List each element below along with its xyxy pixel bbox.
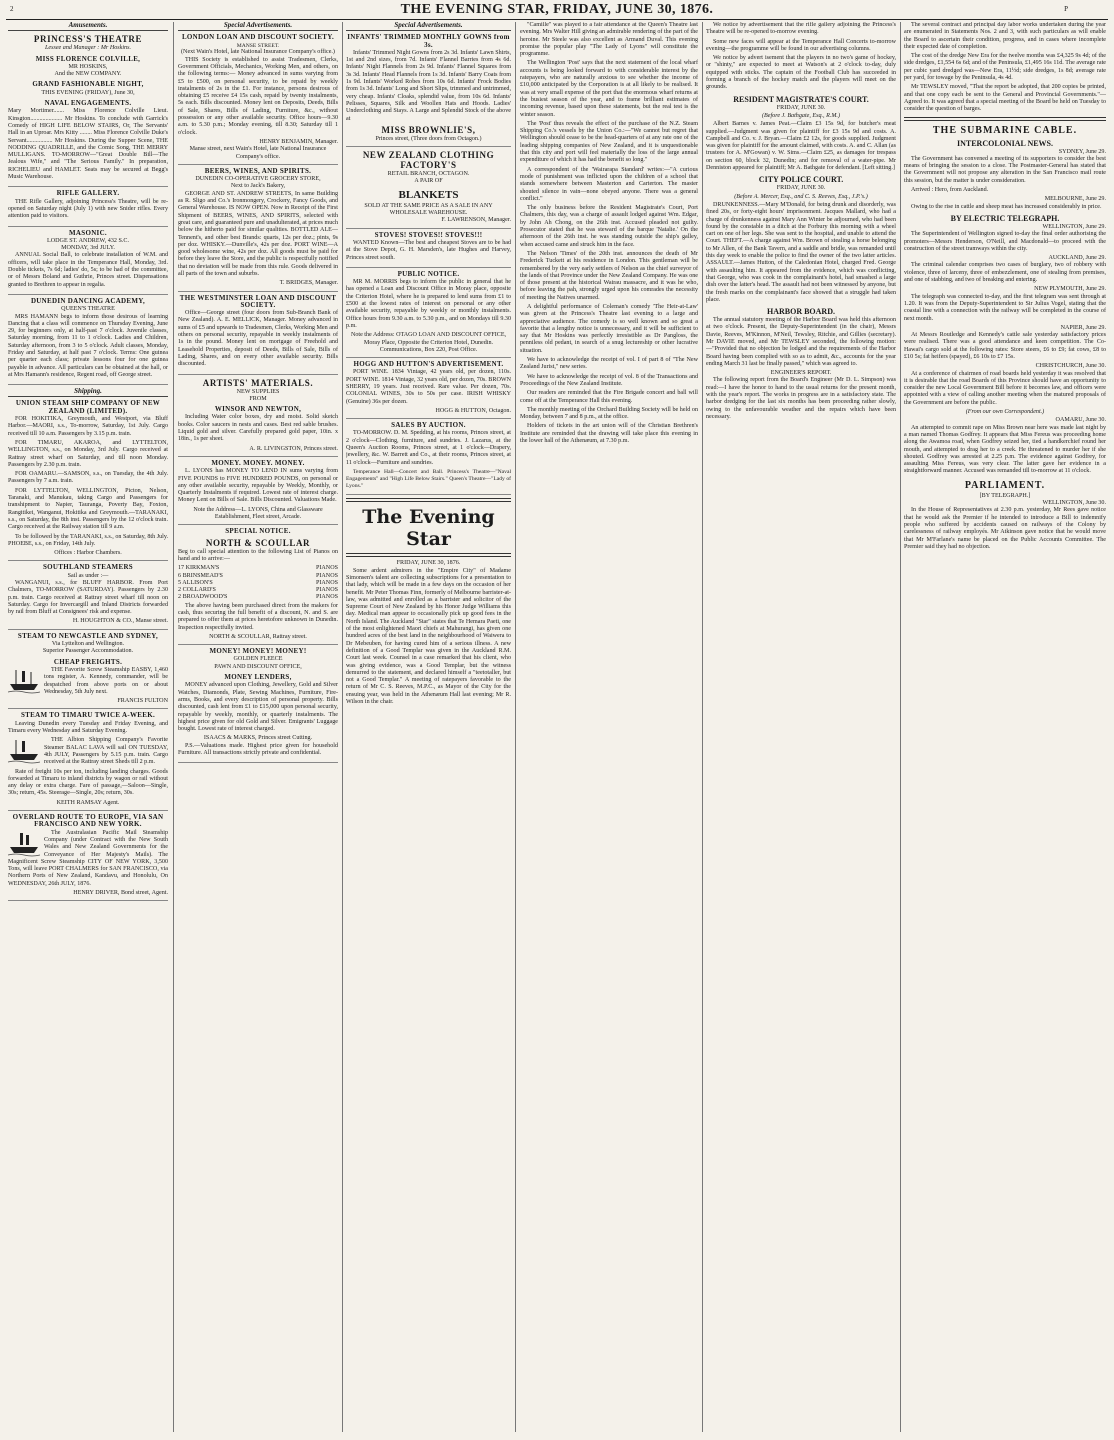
news-paragraph: Our readers are reminded that the Fire Brigade concert and ball will come off at the Temperance Hall this evening. [520, 390, 698, 404]
ad-title: DUNEDIN DANCING ACADEMY, [30, 296, 146, 305]
overland-route-ad [8, 814, 168, 901]
ad-line: PAWN AND DISCOUNT OFFICE, [214, 663, 302, 670]
piano-maker: 17 KIRKMAN'S [178, 565, 220, 572]
court-date: FRIDAY, JUNE 30. [776, 104, 826, 111]
news-paragraph: The 'Post' thus reveals the effect of the purchase of the N.Z. Steam Shipping Co.'s vessels by the Union Co.:—"We cannot but regret that Wellington should cease to be the head-quarters of at any rate one of the leading shipping companies of New Zealand, and it is unquestionable that this city and port will feel materially the loss of the large annual expenditure of which it has had the benefit so long." [520, 120, 698, 164]
westminster-loan-ad [178, 295, 338, 375]
timaru-steam-ad [8, 712, 168, 811]
public-notice-ad [346, 271, 511, 358]
section-header-shipping: Shipping. [8, 388, 168, 397]
ad-line: NORTH & SCOULLAR [205, 537, 311, 548]
ad-line: MONDAY, 3rd JULY. [61, 245, 115, 252]
dateline: NAPIER, June 29. [1060, 324, 1106, 331]
ad-body: THE Albion Shipping Company's Favorite Steamer BALAC LAVA will sail ON TUESDAY, 4th JULY, Passengers by 5.15 p.m. train. Cargo received at the Rattray street Sheds till 2 p.m. [44, 737, 168, 766]
section-header-special-ads: Special Advertisements. [346, 22, 511, 31]
ad-line: Lessee and Manager : Mr Hoskins. [45, 45, 131, 52]
infants-gowns-ad [346, 34, 511, 147]
cable-subheading: INTERCOLONIAL NEWS. [956, 138, 1054, 148]
court-heading: CITY POLICE COURT. [758, 175, 844, 185]
ad-body: Mary Mortimer....... Miss Florence Colville Lieut. Kinsgton..................... Mr Hoskins. To conclude with Garrick's Comedy of HIGH LIFE BELOW STAIRS, Or, The Servants' Hall in an Uproar. Mrs Kitty ........ Miss Florence Colville Duke's Servant................. Mr Hoskins. During the Supper Scene, THE NODDING QUADRILLE, and the Comic Song, THE MERRY MULLIGANS. TO-MORROW—"Great Double Bill—The Jealous Wife," and "The Serious Family." In preparation, RICHELIEU and HAMLET. Seats may be secured at Begg's Music Warehouse. [8, 108, 168, 181]
column-rule [342, 22, 343, 1432]
news-paragraph: Owing to the rise in cattle and sheep meat has increased considerably in price. [911, 203, 1102, 210]
ad-body: Including Water color boxes, dry and moist. Solid sketch books. Color saucers in nests and cases. Best red sable brushes. Liquid gold and silver. Carefully prepared gold paper, 10in. x 18in., 1s per sheet. [178, 414, 338, 443]
ad-line: MISS BROWNLIE'S, [381, 124, 476, 135]
piano-kind: PIANOS [315, 587, 338, 594]
news-paragraph: A delightful performance of Coleman's comedy 'The Heir-at-Law' was given at the Princess's Theatre last evening to a large and appreciative audience. The comedy is so well known and so great a favorite that a lengthy notice is unnecessary, and it will be sufficient to say that Mr Hoskins was perfectly irresistible as Dr Pangloss, the penniless old pedant, in search of a snug lectureship or other lucrative situation. [520, 303, 698, 354]
steamship-icon [8, 831, 40, 857]
news-paragraph: The cost of the dredge New Era for the twelve months was £4,325 9s 4d; of the side dredges, £1,554 6s 6d; and of the Peninsula, £1,495 16s 11d. The average rate per cubic yard dredged was—New Era, 11½d; side dredges, 1s 8d; average rate per yard, for towage by the Peninsula, 4s 4d. [904, 53, 1106, 82]
ad-body: To be followed by the TARANAKI, s.s., on Saturday, 8th July. PHOEBE, s.s., on Friday, 14th July. [8, 533, 168, 547]
ad-body: P.S.—Valuations made. Highest price given for household Furniture. All transactions strictly private and confidential. [178, 742, 338, 757]
piano-maker: 2 BROADWOOD'S [178, 594, 228, 601]
column-rule [515, 22, 516, 1432]
printer-signature: P [1064, 5, 1068, 13]
clothing-factory-ad [346, 150, 511, 228]
ad-line: MANSE STREET. [236, 42, 280, 49]
column-rule [900, 22, 901, 1432]
news-paragraph: Mr TEWSLEY moved, "That the report be adopted, that 200 copies be printed, and that one copy each be sent to the General and Provincial Governments."—Agreed to. It was agreed that a special meeting of the Board be held on Tuesday to consider the question of barges. [904, 84, 1106, 113]
ad-body: TO-MORROW. D. M. Spedding, at his rooms, Princes street, at 2 o'clock—Clothing, furniture, and sundries. J. Lazarus, at the Queen's Auction Rooms, Princes street, at 1 o'clock—Drapery, jewellery, &c. W. Barrett and Co., at their rooms, Princes street, at 11 o'clock—Furniture and sundries. [346, 430, 511, 466]
news-paragraph: At a conference of chairmen of road boards held yesterday it was resolved that it is desirable that the road Boards of this Province should have an opportunity to consider the new Local Government Bill before it becomes law, and officers were appointed with a view of calling another meeting when the matured proposals of the Government are before the public. [904, 370, 1106, 406]
princess-theatre-ad [8, 34, 168, 187]
ad-title: THE WESTMINSTER LOAN AND DISCOUNT SOCIETY. [179, 293, 337, 309]
engineer-report: The following report from the Board's Engineer (Mr D. L. Simpson) was read:—I have the honor to hand to the usual returns for the present month, with the year's report. The works in progress are in a satisfactory state. The harbor dredging for the last six months has been proceeding rather slowly, owing to the unfavourable weather and the repairs which have been necessary. [706, 377, 896, 420]
ad-body: ANNUAL Social Ball, to celebrate installation of W.M. and officers, will take place in the Temperance Hall, Monday, 3rd. Double tickets, 7s 6d; ladies' do, 5s; to be had of the committee, or of Messrs Boland and Guthrie, Princes street. Dispensations granted to Brethren to appear in regalia. [8, 252, 168, 288]
ad-title: SALES BY AUCTION. [391, 421, 466, 430]
ad-line: NEW SUPPLIES [236, 388, 280, 395]
piano-list-item [178, 580, 338, 587]
piano-list-item [178, 594, 338, 601]
page-number: 2 [10, 5, 14, 13]
ad-title: STEAM TO TIMARU TWICE A-WEEK. [20, 711, 156, 720]
ad-line: THIS EVENING (FRIDAY), June 30, [41, 89, 135, 96]
ad-title: SPECIAL NOTICE. [225, 527, 291, 536]
ad-title: INFANTS' TRIMMED MONTHLY GOWNS from 3s. [347, 33, 510, 49]
ad-title: OVERLAND ROUTE TO EUROPE, VIA SAN FRANCISCO AND NEW YORK. [12, 813, 164, 829]
dateline: MELBOURNE, June 29. [1044, 196, 1106, 203]
ad-line: RETAIL BRANCH, OCTAGON. [387, 171, 470, 178]
court-bench: (Before J. Bathgate, Esq., R.M.) [762, 112, 840, 119]
ad-line: WINSOR AND NEWTON, [214, 405, 302, 414]
piano-list-item [178, 565, 338, 572]
ad-title: UNION STEAM SHIP COMPANY OF NEW ZEALAND (LIMITED). [15, 399, 161, 415]
ad-signature: HOGG & HUTTON, Octagon. [435, 407, 511, 414]
leader-article: Some ardent admirers in the "Empire City" of Madame Simonsen's talent are collecting subscriptions for a presentation to that lady, which will be made in a few days on the occasion of her benefit. Mr Peter Thomas Finn, formerly of Melbourne barrister-at-law, was admitted and enrolled as a barrister and solicitor of the Supreme Court of New Zealand by his Honor Judge Williams this day. Medical man appear to occasionally pick up good fees in the North Island. The Auckland "Star" states that Te Hemara Paeti, one of the most enlightened Maori chiefs at Mahurangi, has given one hundred acres of the best land in the neighbourhood of Waiwera to Dr Mebeuben, for having cured him of a serious illness. A new definition of a Good Templar was given in the Auckland R.M. Court last week. Counsel in a case remarked that his client, who was giving evidence, was a Good Templar, but the witness demurred to the statement, and declared himself a "teetotaller, but not a Good Templar." A meeting of ratepayers favorable to the return of Mr C. S. Reeves, M.P.C., as Mayor of the City for the ensuing year, was held in the Athenæum Hall last evening; Mr R. Wilson in the chair. [346, 567, 511, 705]
ad-line: Manse street, next Wain's Hotel, late National Insurance Company's office. [189, 146, 327, 160]
ad-signature: NORTH & SCOULLAR, Rattray street. [209, 633, 307, 640]
harbor-board-report: The annual statutory meeting of the Harbor Board was held this afternoon at two o'clock. Present, the Deputy-Superintendent (in the chair), Messrs Davie, Reeves, M'Kinnon, M'Neil, Tewsley, Ritchie, and Gillies (secretary). Mr DAVIE moved, and Mr TEWSLEY seconded, the following motion:—"Provided that no objection be lodged and the requirements of the Harbor Board having been complied with so as to admit, &c., accounts for the year ending March 31 last be finally passed," which was agreed to. [706, 317, 896, 367]
ad-body: MRS HAMANN begs to inform those desirous of learning Dancing that a class will commence on Thursday Evening, June 29, for beginners only, at half-past 7 o'clock. Juvenile classes, Saturday morning, from 11 to 1 o'clock. Ladies and Children, Saturday afternoon, from 3 to 5 o'clock. Adult classes, Monday, Friday and Saturday, at half past 7 o'clock. Terms: One guinea per quarter each class; private lessons four for one guinea payable in advance. All particulars can be obtained at the hall, or at Mrs Hamann's residence, Regent road, off George street. [8, 313, 168, 378]
news-paragraph: The several contract and principal day labor works undertaken during the year are enumerated in Statements Nos. 2 and 3, with such particulars as will enable the Board to ascertain their condition, progress, and in cases where incomplete their expected date of completion. [904, 22, 1106, 50]
dancing-academy-ad [8, 298, 168, 385]
ad-signature: FRANCIS FULTON [117, 698, 168, 705]
ad-body: WANTED Known—The best and cheapest Stoves are to be had at the Stove Depot, G. H. Marsden's, late Hughes and Harvey, Princes street south. [346, 239, 511, 261]
dateline: OAMARU, June 30. [1055, 417, 1106, 424]
ad-title: LONDON LOAN AND DISCOUNT SOCIETY. [181, 33, 335, 42]
correspondent-heading: (From our own Correspondent.) [965, 409, 1045, 416]
ad-title: ARTISTS' MATERIALS. [202, 377, 314, 388]
news-paragraph: The Government has convened a meeting of its supporters to consider the best means of bringing the session to a close. The Postmaster-General has stated that the Government will not propose any alteration in the San Francisco mail route this session, but the matter is under consideration. [904, 155, 1106, 184]
piano-list-item [178, 573, 338, 580]
ad-signature: A. R. LIVINGSTON, Princes street. [249, 445, 338, 452]
dateline: AUCKLAND, June 29. [1048, 255, 1106, 262]
ad-title: NEW ZEALAND CLOTHING FACTORY'S [362, 150, 495, 171]
ad-body: Infants' Trimmed Night Gowns from 2s 3d. Infants' Lawn Shirts, 1st and 2nd sizes, from 7d. Infants' Flannel Barries from 4s 6d. Infants' Night Flannels from 2s 9d. Infants' Flannel Squares from 3s 3d. Infants' Head Flannels from 1s 3d. Infants' Barry Coats from 1s 9d. Infants' Worked Robes from 10s 6d. Infants' Frock Bodies from 1s 3d. Infants' Long and Short Slips, trimmed and untrimmed, very cheap. Infants' Cloaks, splendid value, from 10s 6d. Infants' Pelisses, Squares, Silk and Woollen Hats and Hoods. Ladies' Underclothing and Stays. A Large and Splendid Stock of the above at [346, 49, 511, 122]
piano-maker: 2 COLLARD'S [178, 587, 216, 594]
piano-kind: PIANOS [315, 594, 338, 601]
court-report: Albert Barnes v. James Peat.—Claim £3 15s 9d, for butcher's meat supplied.—Judgment was given for plaintiff for £3 15s 9d and costs. A. Campbell and Co. v. J. Bryan.—Claim £2 12s, for goods supplied. Judgment was given for plaintiff for the amount claimed, with costs. A. and C. Allan (as trustees for A. M'Gowan) v. W. Sims.—Claim £25, as damages for trespass on section 60, block 32, Dunedin; and for removal of a water-pipe. Mr Denniston appeared for plaintiff; Mr A. Bathgate for defendant. [Left sitting.] [706, 121, 896, 172]
ad-title: SOUTHLAND STEAMERS [42, 563, 133, 572]
dateline: WELLINGTON, June 29. [1042, 223, 1106, 230]
ad-title: MASONIC. [69, 228, 107, 237]
column-1 [8, 22, 168, 1432]
london-loan-ad [178, 34, 338, 165]
news-paragraph: The Superintendent of Wellington signed to-day the final order authorising the promoters—Messrs Henderson, O'Neill, and Macdonald—to proceed with the construction of the street tramways within the city. [904, 231, 1106, 252]
ad-signature: F. LAWRENSON, Manager. [441, 217, 511, 224]
column-2 [178, 22, 338, 1432]
news-paragraph: Holders of tickets in the art union will of the Christian Brethren's Institute are reminded that the drawing will take place this evening in the lower hall of the Athenæum, at 7.30 p.m. [520, 423, 698, 445]
news-paragraph: An attempted to commit rape on Miss Brown near here was made last night by a man named Thomas Godfrey. It appears that Miss Fereus was proceeding home along the Awamoa road, when Godfrey seized her, tied a handkerchief round her mouth, and attempted to drag her to a creek. He threatened to murder her if she shouted. Godfrey was arrested at 2.25 p.m. The evidence against Godfrey, for assaulting Miss Fereus, was very clear. The latter gave her evidence in a straightforward manner. Accused was remanded till to-morrow at 11 o'clock. [904, 424, 1106, 475]
ad-body: THIS Society is established to assist Tradesmen, Clerks, Government Officials, Mechanics, Working Men, and others, on the following terms:— Money advanced in sums varying from £5 to £500, on personal security, to be repaid by weekly instalments of 2s in the £1. For instance, persons desirous of obtaining £5 receive £4 15s cash, repaid by twenty instalments, 5s each. Bills discounted. Money lent on Deposits, Deeds, Bills of Sale, Shares, Bills of Lading, Furniture, &c., without possession or any other available security. Office hours—9.30 a.m. to 5.30 p.m.; Monday evening, till 8.30; Saturday till 1 o'clock. [178, 56, 338, 136]
ad-signature: HENRY DRIVER, Bond street, Agent. [73, 889, 168, 896]
ad-body: SOLD AT THE SAME PRICE AS A SALE IN ANY WHOLESALE WAREHOUSE. [364, 202, 493, 217]
piano-kind: PIANOS [315, 572, 338, 579]
ad-body: The above having been purchased direct from the makers for cash, thus securing the full benefit of a discount, N. and S. are prepared to offer them at prices heretofore unknown in Dunedin. Inspection respectfully invited. [178, 602, 338, 631]
news-paragraph: The Nelson 'Times' of the 20th inst. announces the death of Mr Frederick Tuckett at his residence in London. This gentleman will be remembered by the very early settlers of Nelson as the chief surveyor of the lands of that Province under the New Zealand Company. He was one of those present at the historical Wairau massacre, and it was he who, before leaving the pah, strongly urged upon his comrades the necessity of meeting the Natives unarmed. [520, 250, 698, 301]
lyons-money-ad [178, 460, 338, 525]
piano-kind: PIANOS [315, 565, 338, 572]
ad-title: MONEY! MONEY! MONEY! [209, 647, 307, 656]
golden-fleece-ad [178, 648, 338, 763]
ad-line: MONEY LENDERS, [224, 673, 292, 682]
divider [346, 553, 511, 557]
telegraph-heading: BY ELECTRIC TELEGRAPH. [950, 213, 1060, 223]
ad-signature: Note the Address—L. LYONS, China and Glassware Establishment, Fleet street, Arcade. [193, 506, 323, 521]
ad-body: FOR LYTTELTON, WELLINGTON, Picton, Nelson, Taranaki, and Manukau, taking Cargo and Passengers for transhipment to Napier, Tauranga, Poverty Bay, Foxton, Rangitikei, Wanganui, Hokitika and Greymouth.—TARANAKI, s.s., on Saturday, the 8th inst. Passengers by the 12 o'clock train. Cargo received at the Railway station till 9 a.m. [8, 487, 168, 531]
court-report: DRUNKENNESS.—Mary M'Donald, for being drunk and disorderly, was fined 20s, or forty-eight hours' imprisonment. Jacques Mallard, who had a charge of drunkenness against Mary Ann Winter be adjourned, who had been found by the constable in a ditch at the Forbury this morning with a wheel cart on one of her legs. She was sent to the hospital, and unable to attend the Court. THEFT.—A charge against Wm. Brown of stealing a horse belonging to Mr Allen, of the Bank Tavern, and a saddle and bridle, was remanded until this day week to enable the police to find the owner of the two latter articles. ASSAULT.—James Hutton, of the Caledonian Hotel, charged Fred. George with assaulting him. It appeared from the evidence, which was conflicting, that George, who was cook in the complainant's hotel, had smashed a large dish over the latter's head. The assault had not been witnessed by anyone, but the fresh marks on the complainant's face showed that a struggle had taken place. [706, 201, 896, 303]
news-paragraph: At Messrs Routledge and Kennedy's cattle sale yesterday satisfactory prices were realised. There was a good attendance and keen competition. The Co-Hawai's cargo sold at the following rates: Store steers, £6 to £9; fat cows, £8 to £10 5s; fat heifers (spayed), £6 10s to £7 15s. [904, 332, 1106, 360]
ad-body: Office—George street (four doors from Sub-Branch Bank of New Zealand). A. E. MELLICK, Manager. Money advanced in sums of £5 and upwards to Tradesmen, Clerks, Working Men and others on personal security, repayable in weekly instalments of 1s in the pound. Money lent on mortgage of Freehold and Leasehold Properties, deposit of Deeds, Bills of Sale, Bills of Lading, Shares, and on every other available security. Bills discounted. [178, 310, 338, 368]
ad-body: WANGANUI, s.s., for BLUFF HARBOR. From Port Chalmers, TO-MORROW (SATURDAY). Passengers by 2.30 p.m. train. Cargo received at Rattray street wharf till noon on Saturday. Cargo for Invercargill and Inland Districts forwarded by rail from Bluff at Consignees' risk and expense. [8, 580, 168, 616]
newspaper-title: THE EVENING STAR, FRIDAY, JUNE 30, 1876. [400, 2, 714, 17]
amusements-list: Temperance Hall—Concert and Ball. Princess's Theatre—"Naval Engagements" and "High Life Below Stairs." Queen's Theatre—"Lady of Lyons." [346, 468, 511, 489]
evening-star-logo: The Evening Star [362, 506, 495, 551]
ad-body: MR M. MORRIS begs to inform the public in general that he has opened a Loan and Discount Office in Moray place, opposite the Criterion Hotel, where he is prepared to lend sums from £1 to £500 at the lowest rates of interest on personal or any other available security, repayable by weekly or monthly instalments. Office hours from 9.30 a.m. to 5.30 p.m., and on Mondays till 9.30 p.m. [346, 279, 511, 329]
piano-maker: 6 BRINSMEAD'S [178, 572, 223, 579]
ad-line: LODGE ST. ANDREW, 432 S.C. [47, 237, 129, 244]
ad-signature: T. BRIDGES, Manager. [279, 280, 338, 287]
news-paragraph: Some new faces will appear at the Temperance Hall Concerts to-morrow evening—the programme will be found in our advertising columns. [706, 38, 896, 52]
ad-signature: KEITH RAMSAY Agent. [56, 799, 120, 806]
column-rule [173, 22, 174, 1432]
ad-line: Superior Passenger Accommodation. [42, 648, 134, 655]
news-paragraph: The monthly meeting of the Orchard Building Society will be held on Monday, between 7 and 8 p.m., at the office. [520, 406, 698, 421]
ad-signature: Offices : Harbor Chambers. [54, 550, 122, 557]
ad-body: FOR OAMARU.—SAMSON, s.s., on Tuesday, the 4th July. Passengers by 7 a.m. train. [8, 471, 168, 485]
ad-line: FROM [249, 395, 267, 402]
ad-body: FOR TIMARU, AKAROA, and LYTTELTON, WELLINGTON, s.s., on Monday, 3rd July. Cargo received at Rattray street wharf on Saturday, and till noon Monday. Passengers by 2.30 p.m. train. [8, 439, 168, 468]
masonic-ad [8, 230, 168, 295]
newcastle-steam-ad [8, 633, 168, 710]
news-paragraph: The Wellington 'Post' says that the next statement of the local wharf accounts is being looked forward to with considerable interest by the ratepayers, who are naturally anxious to see whether the income of £10,000 anticipated by the Corporation is at all likely to be realised. It was at very small expense of the port that the enormous wharf returns at the busiest season of the year, and to frame brilliant estimates of incoming revenue, based upon these statements, but the real test is the winter season. [520, 60, 698, 118]
piano-kind: PIANOS [315, 579, 338, 586]
ad-line: QUEEN'S THEATRE [61, 306, 115, 313]
masthead [6, 1, 1108, 20]
ad-line: And the NEW COMPANY. [54, 71, 122, 78]
ad-body: MONEY advanced upon Clothing, Jewellery, Gold and Silver Watches, Diamonds, Plate, Sewing Machines, Furniture, Fire-arms, Books, and every description of personal property. Bills discounted, cash lent from £1 to £15,000 upon personal security, repayable by weekly, monthly, or quarterly instalments. The highest price given for old Gold and Silver. Emigrants' Luggage bought. Lowest rate of interest charged. [178, 682, 338, 733]
ad-body: GEORGE AND ST. ANDREW STREETS, In same Building as R. Sligo and Co.'s Ironmongery, Crockery, Fancy Goods, and General Warehouse. IS NOW OPEN. Now in Receipt of the First Shipment of BEERS, WINES, AND SPIRITS, selected with great care, and guaranteed pure and unadulterated, at prices much below the hitherto paid for similar qualities. BOTTLED ALE—Tennent's, and other best Brands: quarts, 12s per doz.; pints, 9s per doz. WHISKY.—Dunville's, 42s per doz. PORT WINE—A good wholesome wine, 42s per doz. All goods must be paid for before they leave the Store, and the public is respectfully notified that no deviation will be made from this rule. Goods delivered in all parts of the town and suburbs. [178, 190, 338, 277]
dateline: WELLINGTON, June 30. [1042, 500, 1106, 507]
ad-title: HOGG AND HUTTON'S ADVERTISEMENT. [353, 360, 504, 369]
piano-list [178, 565, 338, 601]
southland-steamers-ad [8, 564, 168, 629]
ad-line: Princes street, (Three doors from Octagon.) [375, 135, 482, 142]
news-paragraph: The criminal calendar comprises two cases of burglary, two of robbery with violence, three of larceny, three of embezzlement, one of stealing from premises, and one of stabbing, and two of breaking and entering. [904, 262, 1106, 284]
artists-materials-ad [178, 378, 338, 457]
ad-line: MR HOSKINS, [68, 63, 108, 70]
column-5 [706, 22, 896, 1432]
ad-body: FOR HOKITIKA, Greymouth, and Westport, via Bluff Harbor.—MAORI, s.s., To-morrow, Saturday, 1st July. Cargo received till 10 a.m. Passengers by 3.15 p.m. train. [8, 416, 168, 437]
ad-signature: H. HOUGHTON & CO., Manse street. [72, 618, 168, 625]
dateline: SYDNEY, June 29. [1058, 148, 1106, 155]
ad-title: STOVES! STOVES!! STOVES!!! [374, 230, 483, 239]
ad-line: Sail as under :— [67, 572, 109, 579]
section-header-amusements: Amusements. [8, 22, 168, 31]
ad-signature: HENRY BENJAMIN, Manager. [259, 138, 338, 145]
harbor-board-heading: HARBOR BOARD. [766, 307, 835, 317]
news-paragraph: "Camille" was played to a fair attendance at the Queen's Theatre last evening. Mrs Walter Hill giving an admirable rendering of the part of the heroine. Mr Steele was also excellent as Armand Duval. This evening promise the popular play "The Lady of Lyons" will constitute the programme. [520, 22, 698, 58]
news-paragraph: We have to acknowledge the receipt of vol. 8 of the Transactions and Proceedings of the New Zealand Institute. [520, 373, 698, 387]
ad-body: Beg to call special attention to the following List of Pianos on hand and to arrive:— [178, 548, 338, 562]
ad-line: NAVAL ENGAGEMENTS. [44, 99, 132, 108]
stoves-ad [346, 232, 511, 268]
ad-line: MISS FLORENCE COLVILLE, [35, 54, 141, 63]
pianos-notice-ad [178, 528, 338, 645]
news-paragraph: The only business before the Resident Magistrate's Court, Port Chalmers, this day, was a charge of assault lodged against Wm. Edgar, by John Ah Chong, on the 26th inst. Accused pleaded not guilty. Prosecutor stated that he was steward of the barque 'Natalie.' On the afternoon of the 26th inst. he was standing outside the ship's galley, when accused came and struck him in the face. [520, 205, 698, 248]
ad-line: GRAND FASHIONABLE NIGHT, [32, 80, 144, 89]
ad-body: PORT WINE. 1834 Vintage, 42 years old, per dozen, 110s. PORT WINE. 1814 Vintage, 32 years old, per dozen, 70s. BROWN SHERRY, 19 years. Just received. Rare value. Per dozen, 70s. COLONIAL WINES, 30s to 50s per case. IRISH WHISKY (Genuine) 36s per dozen. [346, 369, 511, 405]
ad-line: A PAIR OF [414, 178, 443, 185]
ad-title: RIFLE GALLERY. [56, 189, 120, 198]
news-paragraph: We have to acknowledge the receipt of vol. I of part 8 of "The New Zealand Jurist," new series. [520, 357, 698, 371]
ad-title: PRINCESS'S THEATRE [33, 34, 143, 45]
parliament-subheading: [BY TELEGRAPH.] [979, 492, 1031, 499]
ad-signature: ISAACS & MARKS, Princes street Cutting. [203, 735, 313, 742]
ad-line: Via Lyttelton and Wellington. [51, 641, 125, 648]
ad-title: MONEY. MONEY. MONEY. [211, 458, 305, 467]
dateline: CHRISTCHURCH, June 30. [1035, 363, 1106, 370]
auction-sales [346, 422, 511, 495]
court-date: FRIDAY, JUNE 30. [776, 185, 826, 192]
news-paragraph: The telegraph was connected to-day, and the first telegram was sent through at 1.20. It was from the Deputy-Superintendent to Sir Julius Vogel, stating that the coastal line with a connection with the railway will be completed in the course of next month. [904, 293, 1106, 322]
ad-body: The Australasian Pacific Mail Steamship Company (under Contract with the New South Wales and New Zealand Governments for the Conveyance of Her Majesty's Mails). The Magnificent Screw Steamship CITY OF NEW YORK, 3,500 Tons, will leave PORT CHALMERS for SAN FRANCISCO, via Northern Ports of New Zealand, Kandavu, and Honolulu, On WEDNESDAY, 26th JULY, 1876. [8, 829, 168, 887]
ad-line: DUNEDIN CO-OPERATIVE GROCERY STORE, [195, 176, 321, 183]
union-steam-ship-ad [8, 400, 168, 561]
rifle-gallery-ad [8, 190, 168, 226]
news-paragraph: Arrived : Hero, from Auckland. [911, 187, 989, 194]
court-bench: (Before A. Mercer, Esq., and C. S. Reeves, Esq., J.P.'s.) [734, 193, 868, 200]
column-4 [520, 22, 698, 1432]
news-paragraph: A correspondent of the 'Wairarapa Standard' writes:—"A curious mode of punishment was inflicted upon the children of a school that stands somewhere between Masterton and Carterton. The master shouted silence in vain—none obeyed anyone. There was a general conflict." [520, 166, 698, 202]
ad-title: PUBLIC NOTICE. [397, 269, 460, 278]
divider [904, 117, 1106, 121]
section-header-special-ads: Special Advertisements. [178, 22, 338, 31]
court-heading: RESIDENT MAGISTRATE'S COURT. [733, 94, 869, 104]
beers-wines-ad [178, 168, 338, 292]
ad-body: Rate of freight 10s per ton, including landing charges. Goods forwarded at Timaru to inland districts by wagon or rail without any delay or extra charge. Fare of passage,—Saloon—Single, 30s; return, 45s. Steerage—Single, 20s; return, 30s. [8, 768, 168, 797]
ad-signature: Note the Address: OTAGO LOAN AND DISCOUNT OFFICE, Moray Place, Opposite the Criterion Hotel, Dunedin. [350, 332, 507, 346]
ad-line: (Next Wain's Hotel, late National Insurance Company's office.) [181, 49, 335, 56]
column-3 [346, 22, 511, 1432]
ad-body: THE Rifle Gallery, adjoining Princess's Theatre, will be re-opened on Saturday night (July 1) with new Snider rifles. Every attention paid to visitors. [8, 198, 168, 220]
dateline: NEW PLYMOUTH, June 29. [1034, 286, 1106, 293]
ad-title: BEERS, WINES, AND SPIRITS. [204, 166, 312, 175]
ad-line: BLANKETS [398, 188, 459, 201]
ad-line: Next to Jack's Bakery, [230, 183, 286, 190]
cable-heading: THE SUBMARINE CABLE. [932, 124, 1078, 136]
news-paragraph: We notice by advertisement that the rifle gallery adjoining the Princess's Theatre will be re-opened to-morrow evening. [706, 22, 896, 36]
piano-list-item [178, 587, 338, 594]
news-paragraph: In the House of Representatives at 2.30 p.m. yesterday, Mr Rees gave notice that he would ask the Premier if he intended to introduce a Bill to indemnify people who suffered by accidents caused on railways of the Colony by carelessness of railway employés. Mr Atkinson gave notice that he would move that Mr M'Farlane's name be placed on the Public Accounts Committee. The Premier said they had no objection. [904, 507, 1106, 550]
column-rule [702, 22, 703, 1432]
ad-line: GOLDEN FLEECE [233, 656, 283, 663]
steamship-icon [8, 738, 40, 764]
ad-body: Leaving Dunedin every Tuesday and Friday Evening, and Timaru every Wednesday and Saturday Evening. [8, 720, 168, 735]
ad-body: L. LYONS has MONEY TO LEND IN sums varying from FIVE POUNDS to FIVE HUNDRED POUNDS, on personal or any other available security, repayable by Weekly, Monthly, or Quarterly Instalments if required. Lowest rate of interest charge. Money Lent on Bills of Sale. Bills Discounted. Valuations Made. [178, 468, 338, 504]
hogg-hutton-ad [346, 361, 511, 419]
ad-body: THE Favorite Screw Steamship EASBY, 1,460 tons register, A. Kennedy, commander, will be despatched from above ports on or about Wednesday, 5th July next. [44, 666, 168, 695]
steamship-icon [8, 668, 40, 694]
news-paragraph: We notice by advert isement that the players in no two's game of hockey, or "shinty," are expected to meet at Watson's at 2 o'clock to-day, duly equipped with sticks. The captain of the Football Club has succeeded in forming a branch of the hockey match and the players will meet on the grounds. [706, 55, 896, 91]
ad-line: CHEAP FREIGHTS. [53, 657, 123, 666]
divider [346, 498, 511, 502]
column-6 [904, 22, 1106, 1432]
ad-line: Communications, Box 220, Post Office. [379, 346, 478, 353]
piano-maker: 5 ALLISON'S [178, 579, 213, 586]
parliament-heading: PARLIAMENT. [964, 479, 1046, 491]
dateline: FRIDAY, JUNE 30, 1876. [396, 560, 461, 567]
engineer-report-heading: ENGINEER'S REPORT. [770, 370, 832, 377]
ad-title: STEAM TO NEWCASTLE AND SYDNEY, [17, 631, 159, 640]
